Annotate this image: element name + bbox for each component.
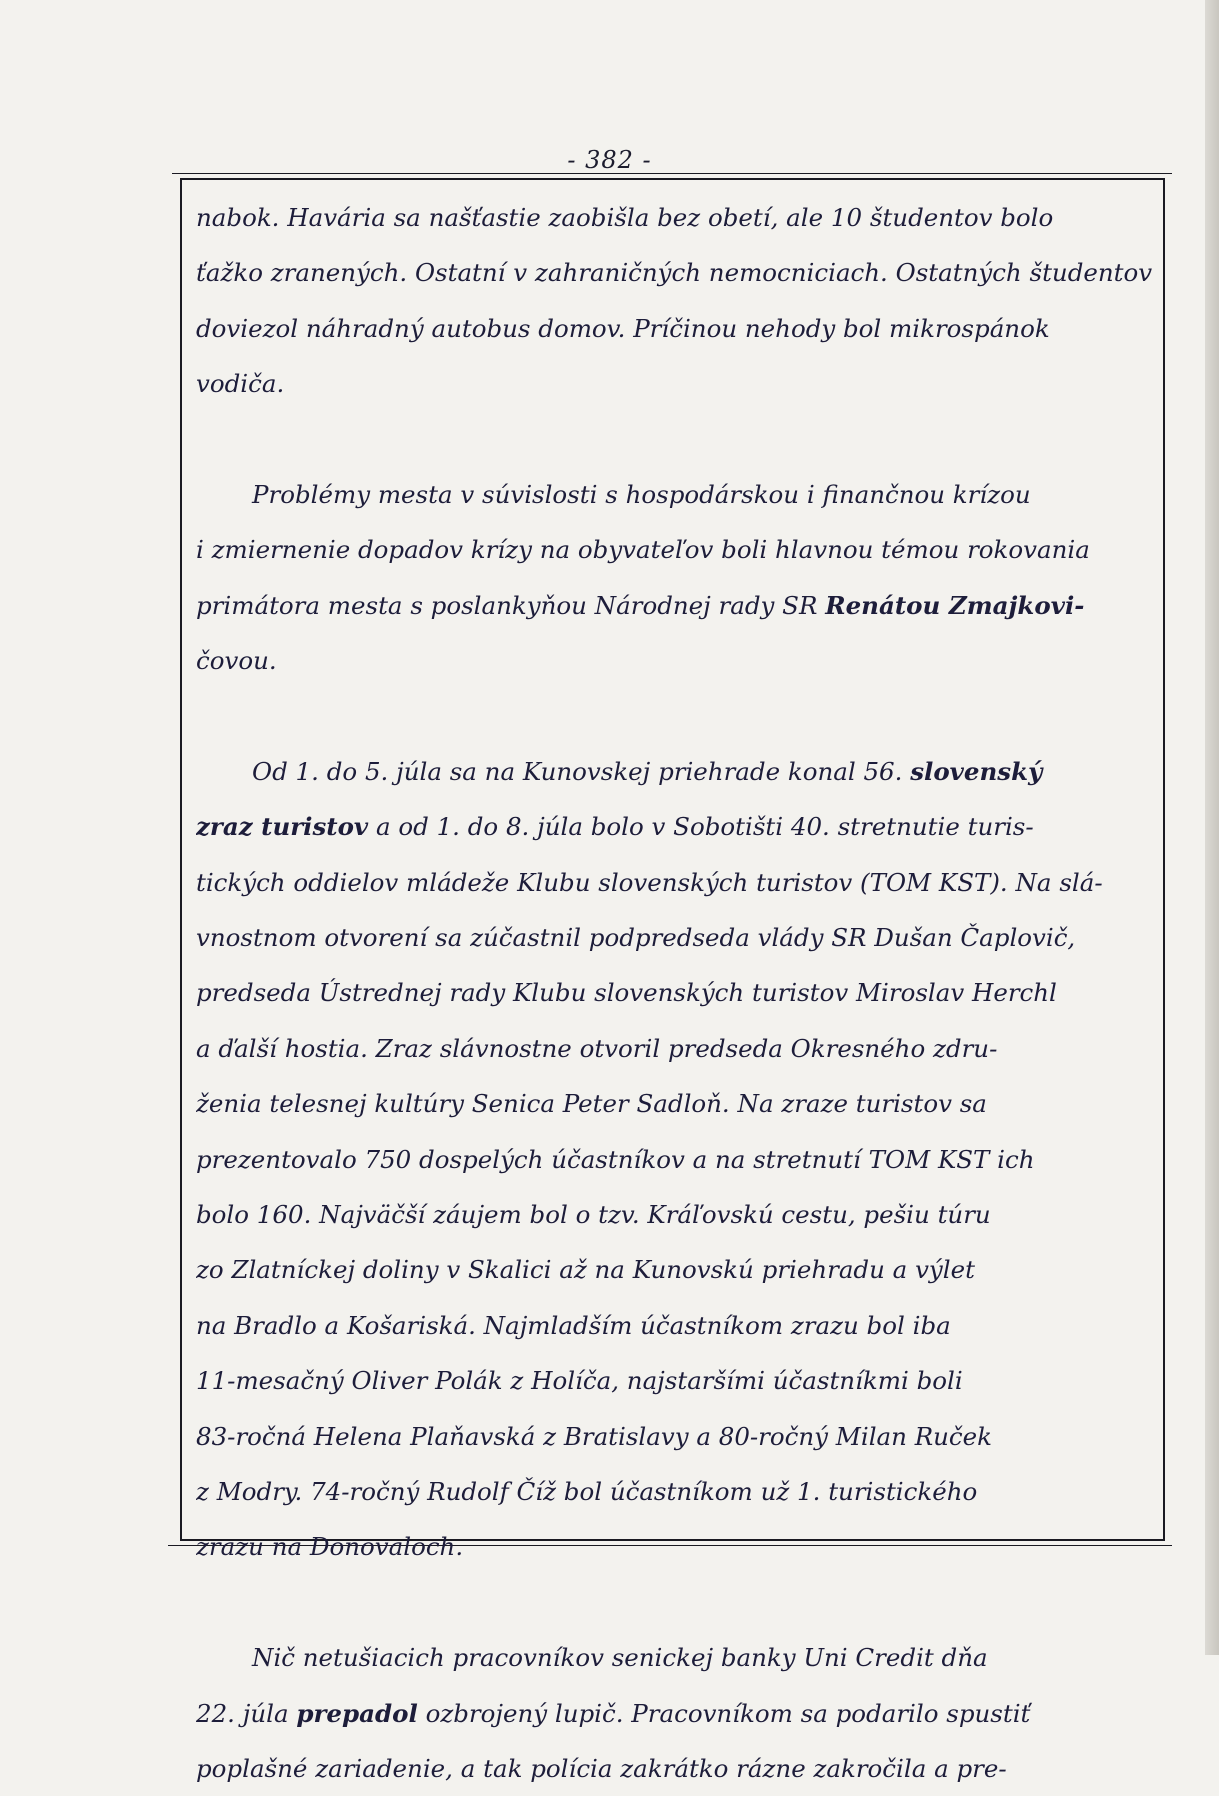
text-line: Problémy mesta v súvislosti s hospodárskou i finančnou krízou <box>252 479 1031 509</box>
page-number: - 382 - <box>567 146 652 174</box>
text-line <box>196 744 1156 799</box>
text-line: 11-mesačný Oliver Polák z Holíča, najstaršími účastníkmi boli <box>196 1366 963 1396</box>
text-line: Nič netušiacich pracovníkov senickej banky Uni Credit dňa <box>252 1643 988 1673</box>
text-line: vnostnom otvorení sa zúčastnil podpredseda vlády SR Dušan Čaplovič, <box>196 923 1076 953</box>
bold-phrase: zraz turistov <box>196 812 369 842</box>
text-line: nabok. Havária sa našťastie zaobišla bez obetí, ale 10 študentov bolo <box>196 203 1054 232</box>
text-line: zo Zlatníckej doliny v Skalici až na Kunovskú priehradu a výlet <box>196 1255 975 1285</box>
bold-phrase: slovenský <box>910 756 1043 786</box>
paragraph-gap <box>196 1575 1156 1630</box>
text-line: tických oddielov mládeže Klubu slovenských turistov (TOM KST). Na slá- <box>196 867 1103 897</box>
text-line: bolo 160. Najväčší záujem bol o tzv. Kráľovskú cestu, pešiu túru <box>196 1200 991 1230</box>
text-run: Od 1. do 5. júla sa na Kunovskej priehrade konal 56. <box>252 756 911 786</box>
text-line: i zmiernenie dopadov krízy na obyvateľov boli hlavnou témou rokovania <box>196 535 1090 565</box>
paragraph-gap <box>196 412 1156 467</box>
text-line: predseda Ústrednej rady Klubu slovenských turistov Miroslav Herchl <box>196 978 1057 1008</box>
text-line: ťažko zranených. Ostatní v zahraničných nemocniciach. Ostatných študentov <box>196 258 1153 288</box>
text-line: 83-ročná Helena Plaňavská z Bratislavy a 80-ročný Milan Ruček <box>196 1421 992 1451</box>
text-line: prezentovalo 750 dospelých účastníkov a na stretnutí TOM KST ich <box>196 1144 1035 1174</box>
frame-top-rule <box>172 173 1172 174</box>
page-edge-shadow <box>1205 0 1219 1655</box>
text-line: zrazu na Donovaloch. <box>196 1532 464 1562</box>
text-line: doviezol náhradný autobus domov. Príčinou nehody bol mikrospánok <box>196 313 1050 343</box>
text-line <box>196 1686 1156 1741</box>
text-run: 22. júla <box>196 1698 297 1728</box>
text-line: čovou. <box>196 646 277 676</box>
text-run: primátora mesta s poslankyňou Národnej rady SR <box>196 590 826 620</box>
bold-name: Renátou Zmajkovi- <box>825 590 1085 620</box>
text-line: ženia telesnej kultúry Senica Peter Sadloň. Na zraze turistov sa <box>196 1089 987 1119</box>
text-line: z Modry. 74-ročný Rudolf Číž bol účastníkom už 1. turistického <box>196 1476 978 1506</box>
text-run: a od 1. do 8. júla bolo v Sobotišti 40. stretnutie turis- <box>368 812 1034 842</box>
text-run: ozbrojený lupič. Pracovníkom sa podarilo spustiť <box>417 1698 1031 1728</box>
text-line: vodiča. <box>196 369 285 399</box>
paragraph-gap <box>196 689 1156 744</box>
text-line: na Bradlo a Košariská. Najmladším účastníkom zrazu bol iba <box>196 1310 951 1340</box>
bold-word: prepadol <box>296 1698 418 1728</box>
text-line: poplašné zariadenie, a tak polícia zakrátko rázne zakročila a pre- <box>196 1753 1007 1783</box>
text-line: a ďalší hostia. Zraz slávnostne otvoril predseda Okresného zdru- <box>196 1033 998 1063</box>
text-line <box>196 578 1156 633</box>
text-line <box>196 799 1156 854</box>
chronicle-text <box>196 190 1156 1796</box>
